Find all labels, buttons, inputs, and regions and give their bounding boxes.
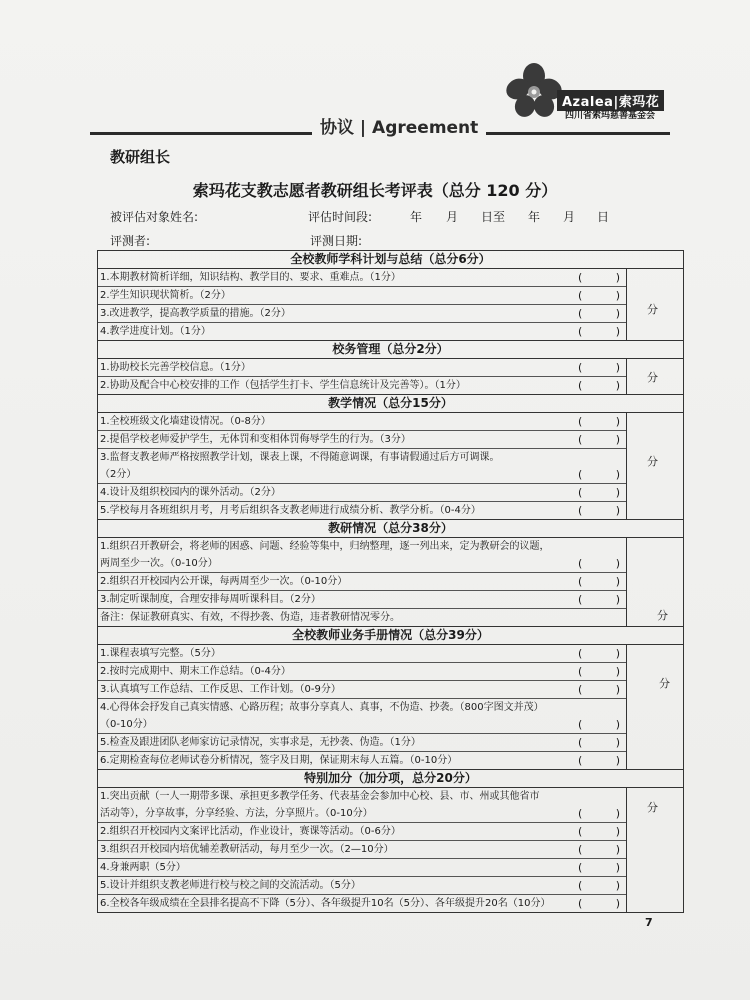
criterion-text: 3.改进教学，提高教学质量的措施。（2分）: [100, 308, 291, 319]
section-score-field[interactable]: 分: [647, 302, 658, 316]
section-title: 全校教师业务手册情况（总分39分）: [98, 627, 683, 645]
criterion-row: [98, 269, 626, 287]
foundation-name: 四川省索玛慈善基金会: [565, 111, 656, 121]
close-paren: ): [615, 575, 620, 588]
section-title: 校务管理（总分2分）: [98, 341, 683, 359]
brand-label: Azalea|索玛花: [557, 90, 664, 111]
criterion-text: （0-10分）: [100, 719, 153, 730]
close-paren: ): [615, 807, 620, 820]
close-paren: ): [615, 647, 620, 660]
criterion-row: [98, 609, 626, 626]
criterion-text: 备注：保证教研真实、有效，不得抄袭、伪造，违者教研情况零分。: [100, 612, 400, 623]
section-score-field[interactable]: 分: [659, 676, 670, 690]
criterion-row: [98, 681, 626, 699]
close-paren: ): [615, 593, 620, 606]
criterion-row: [98, 323, 626, 340]
close-paren: ): [615, 271, 620, 284]
criterion-row: [98, 359, 626, 377]
section-title: 全校教师学科计划与总结（总分6分）: [98, 251, 683, 269]
close-paren: ): [615, 415, 620, 428]
open-paren: (: [578, 861, 583, 874]
section-heading: 教研组长: [110, 148, 171, 166]
criterion-text: 4.教学进度计划。（1分）: [100, 326, 211, 337]
open-paren: (: [578, 433, 583, 446]
azalea-flower-icon: [505, 62, 563, 120]
open-paren: (: [578, 486, 583, 499]
close-paren: ): [615, 825, 620, 838]
criterion-text: 2.按时完成期中、期末工作总结。（0-4分）: [100, 666, 291, 677]
evaluee-label: 被评估对象姓名:: [110, 210, 199, 224]
criterion-row: [98, 377, 626, 394]
close-paren: ): [615, 683, 620, 696]
section-title: 教研情况（总分38分）: [98, 520, 683, 538]
section-score-field[interactable]: 分: [647, 800, 658, 814]
criterion-row: [98, 287, 626, 305]
section-body: [98, 269, 683, 341]
close-paren: ): [615, 433, 620, 446]
criterion-text: 5.检查及跟进团队老师家访记录情况，实事求是，无抄袭、伪造。（1分）: [100, 737, 421, 748]
criterion-row: [98, 413, 626, 431]
close-paren: ): [615, 379, 620, 392]
month-label-2: 月: [563, 210, 576, 224]
criterion-text: 1.全校班级文化墙建设情况。（0-8分）: [100, 416, 271, 427]
close-paren: ): [615, 861, 620, 874]
criterion-text: 1.本期教材简析详细，知识结构、教学目的、要求、重难点。（1分）: [100, 272, 401, 283]
criterion-row: [98, 734, 626, 752]
criterion-text: 2.协助及配合中心校安排的工作（包括学生打卡、学生信息统计及完善等）。（1分）: [100, 380, 466, 391]
criterion-text: 3.认真填写工作总结、工作反思、工作计划。（0-9分）: [100, 684, 341, 695]
section-title: 特别加分（加分项，总分20分）: [98, 770, 683, 788]
close-paren: ): [615, 879, 620, 892]
criterion-row: [98, 663, 626, 681]
form-title: 索玛花支教志愿者教研组长考评表（总分 120 分）: [192, 181, 558, 200]
section-items: [98, 788, 627, 912]
section-items: [98, 359, 627, 394]
criterion-text: 两周至少一次。（0-10分）: [100, 558, 218, 569]
criterion-text: 2.组织召开校园内公开课，每两周至少一次。（0-10分）: [100, 576, 348, 587]
open-paren: (: [578, 289, 583, 302]
section-score-field[interactable]: 分: [647, 455, 658, 469]
criterion-text: 1.协助校长完善学校信息。（1分）: [100, 362, 251, 373]
period-label: 评估时间段:: [308, 210, 373, 224]
open-paren: (: [578, 504, 583, 517]
criterion-text: 4.心得体会抒发自己真实情感、心路历程；故事分享真人、真事，不伪造、抄袭。（800字图文并茂）: [100, 702, 544, 713]
open-paren: (: [578, 736, 583, 749]
open-paren: (: [578, 593, 583, 606]
criterion-row: [98, 859, 626, 877]
year-label-2: 年: [528, 210, 541, 224]
criterion-row: [98, 823, 626, 841]
section-body: [98, 538, 683, 627]
criterion-text: 2.学生知识现状简析。（2分）: [100, 290, 231, 301]
criterion-row: [98, 573, 626, 591]
open-paren: (: [578, 897, 583, 910]
criterion-text: 2.提倡学校老师爱护学生，无体罚和变相体罚侮辱学生的行为。（3分）: [100, 434, 411, 445]
open-paren: (: [578, 647, 583, 660]
close-paren: ): [615, 665, 620, 678]
criterion-text: 6.全校各年级成绩在全县排名提高不下降（5分）、各年级提升10名（5分）、各年级提升20名（10分）: [100, 898, 551, 909]
criterion-row: [98, 305, 626, 323]
open-paren: (: [578, 879, 583, 892]
close-paren: ): [615, 325, 620, 338]
criterion-text: 4.身兼两职（5分）: [100, 862, 186, 873]
section-body: [98, 359, 683, 395]
close-paren: ): [615, 754, 620, 767]
criterion-row: [98, 431, 626, 449]
open-paren: (: [578, 557, 583, 570]
criterion-text: （2分）: [100, 469, 137, 480]
open-paren: (: [578, 271, 583, 284]
year-label-1: 年: [410, 210, 423, 224]
section-score-field[interactable]: 分: [657, 608, 668, 622]
criterion-text: 2.组织召开校园内文案评比活动，作业设计，赛课等活动。（0-6分）: [100, 826, 401, 837]
criterion-text: 5.设计并组织支教老师进行校与校之间的交流活动。（5分）: [100, 880, 361, 891]
criterion-row: [98, 788, 626, 823]
open-paren: (: [578, 468, 583, 481]
criterion-row: [98, 841, 626, 859]
section-body: [98, 413, 683, 520]
evaluator-label: 评测者:: [110, 234, 151, 248]
open-paren: (: [578, 665, 583, 678]
open-paren: (: [578, 379, 583, 392]
criterion-row: [98, 877, 626, 895]
open-paren: (: [578, 307, 583, 320]
criterion-row: [98, 484, 626, 502]
header-title: 协议 | Agreement: [312, 113, 486, 138]
criterion-row: [98, 538, 626, 573]
open-paren: (: [578, 807, 583, 820]
criterion-row: [98, 752, 626, 769]
section-body: [98, 645, 683, 770]
page-number: 7: [645, 916, 653, 929]
open-paren: (: [578, 575, 583, 588]
close-paren: ): [615, 718, 620, 731]
open-paren: (: [578, 361, 583, 374]
criterion-row: [98, 449, 626, 484]
close-paren: ): [615, 361, 620, 374]
criterion-text: 1.课程表填写完整。（5分）: [100, 648, 221, 659]
criterion-text: 1.突出贡献（一人一期带多课、承担更多教学任务、代表基金会参加中心校、县、市、州或其他省市: [100, 791, 540, 802]
section-score-field[interactable]: 分: [647, 371, 658, 384]
section-items: [98, 538, 627, 626]
open-paren: (: [578, 415, 583, 428]
month-label-1: 月: [446, 210, 459, 224]
close-paren: ): [615, 486, 620, 499]
evaluation-table: [97, 250, 684, 913]
open-paren: (: [578, 683, 583, 696]
criterion-text: 3.监督支教老师严格按照教学计划，课表上课，不得随意调课，有事请假通过后方可调课。: [100, 452, 500, 463]
close-paren: ): [615, 289, 620, 302]
criterion-row: [98, 645, 626, 663]
open-paren: (: [578, 843, 583, 856]
criterion-text: 活动等），分享故事，分享经验、方法，分享照片。（0-10分）: [100, 808, 373, 819]
section-title: 教学情况（总分15分）: [98, 395, 683, 413]
close-paren: ): [615, 307, 620, 320]
criterion-text: 1.组织召开教研会，将老师的困惑、问题、经验等集中，归纳整理，逐一列出来，定为教研会的议题，: [100, 541, 550, 552]
criterion-text: 5.学校每月各班组织月考，月考后组织各支教老师进行成绩分析、教学分析。（0-4分）: [100, 505, 481, 516]
close-paren: ): [615, 468, 620, 481]
close-paren: ): [615, 736, 620, 749]
section-body: [98, 788, 683, 912]
close-paren: ): [615, 557, 620, 570]
criterion-row: [98, 591, 626, 609]
eval-date-label: 评测日期:: [310, 234, 363, 248]
criterion-row: [98, 502, 626, 519]
close-paren: ): [615, 897, 620, 910]
open-paren: (: [578, 325, 583, 338]
criterion-text: 3.制定听课制度，合理安排每周听课科目。（2分）: [100, 594, 321, 605]
criterion-text: 4.设计及组织校园内的课外活动。（2分）: [100, 487, 281, 498]
day-label-2: 日: [597, 210, 610, 224]
criterion-text: 6.定期检查每位老师试卷分析情况，签字及日期，保证期末每人五篇。（0-10分）: [100, 755, 458, 766]
criterion-row: [98, 895, 626, 912]
open-paren: (: [578, 754, 583, 767]
section-items: [98, 413, 627, 519]
open-paren: (: [578, 825, 583, 838]
open-paren: (: [578, 718, 583, 731]
criterion-row: [98, 699, 626, 734]
foundation-logo: [505, 62, 670, 122]
section-items: [98, 269, 627, 340]
close-paren: ): [615, 504, 620, 517]
criterion-text: 3.组织召开校园内培优辅差教研活动，每月至少一次。（2—10分）: [100, 844, 394, 855]
day-to-label: 日至: [481, 210, 506, 224]
close-paren: ): [615, 843, 620, 856]
section-items: [98, 645, 627, 769]
